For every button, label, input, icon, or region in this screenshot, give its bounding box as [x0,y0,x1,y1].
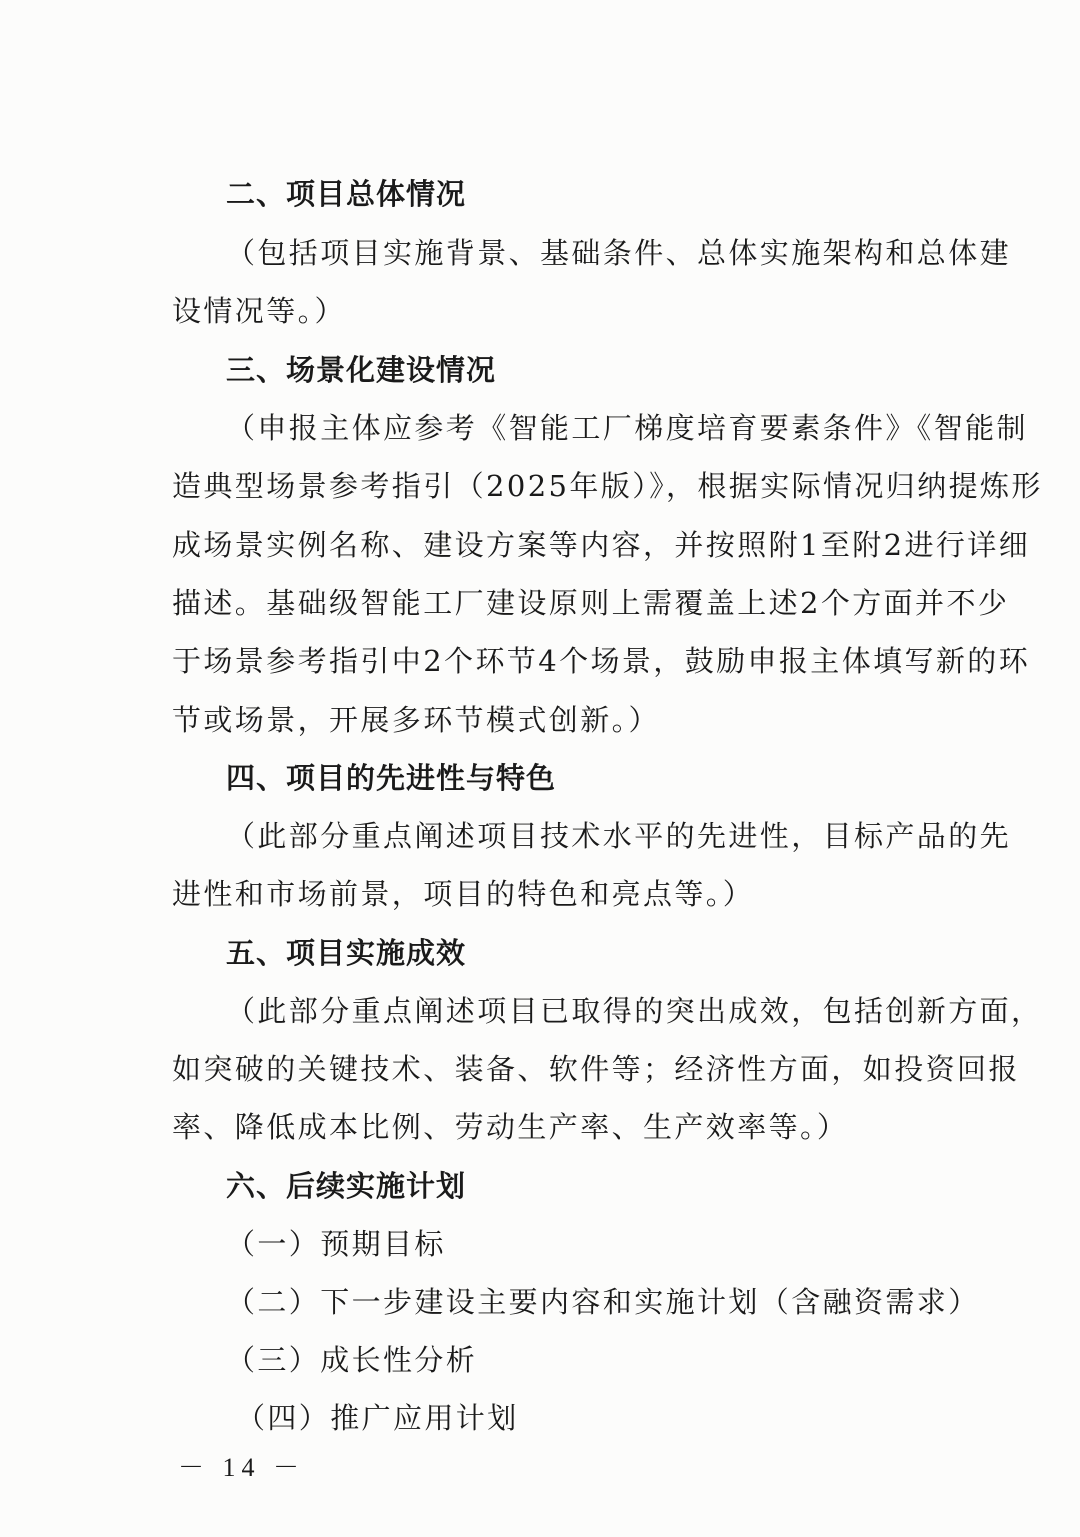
paragraph-line: 进性和市场前景，项目的特色和亮点等。） [172,877,755,911]
section-heading-advancement: 四、项目的先进性与特色 [226,761,557,795]
paragraph-line: 率、降低成本比例、劳动生产率、生产效率等。） [172,1110,849,1144]
page-number: － 14 － [178,1453,306,1482]
paragraph-line: 如突破的关键技术、装备、软件等；经济性方面，如投资回报 [172,1052,1020,1086]
section-heading-scenarios: 三、场景化建设情况 [226,353,497,387]
paragraph-line: 于场景参考指引中2个环节4个场景，鼓励申报主体填写新的环 [172,644,1031,678]
plan-item: （一）预期目标 [226,1227,446,1261]
paragraph-line: 设情况等。） [172,294,346,328]
paragraph-line: （此部分重点阐述项目已取得的突出成效，包括创新方面， [226,994,1043,1028]
paragraph-line: （包括项目实施背景、基础条件、总体实施架构和总体建 [226,236,1012,270]
plan-item: （三）成长性分析 [226,1343,478,1377]
paragraph-line: 造典型场景参考指引（2025年版）》，根据实际情况归纳提炼形 [172,469,1043,503]
paragraph-line: 节或场景，开展多环节模式创新。） [172,703,660,737]
plan-item: （四）推广应用计划 [236,1401,519,1435]
section-heading-plan: 六、后续实施计划 [226,1169,467,1203]
paragraph-line: 成场景实例名称、建设方案等内容，并按照附1至附2进行详细 [172,528,1031,562]
plan-item: （二）下一步建设主要内容和实施计划（含融资需求） [226,1285,980,1319]
paragraph-line: 描述。基础级智能工厂建设原则上需覆盖上述2个方面并不少 [172,586,1010,620]
paragraph-line: （申报主体应参考《智能工厂梯度培育要素条件》《智能制 [226,411,1028,445]
paragraph-line: （此部分重点阐述项目技术水平的先进性，目标产品的先 [226,819,1012,853]
section-heading-overall: 二、项目总体情况 [226,177,467,211]
section-heading-results: 五、项目实施成效 [226,936,467,970]
